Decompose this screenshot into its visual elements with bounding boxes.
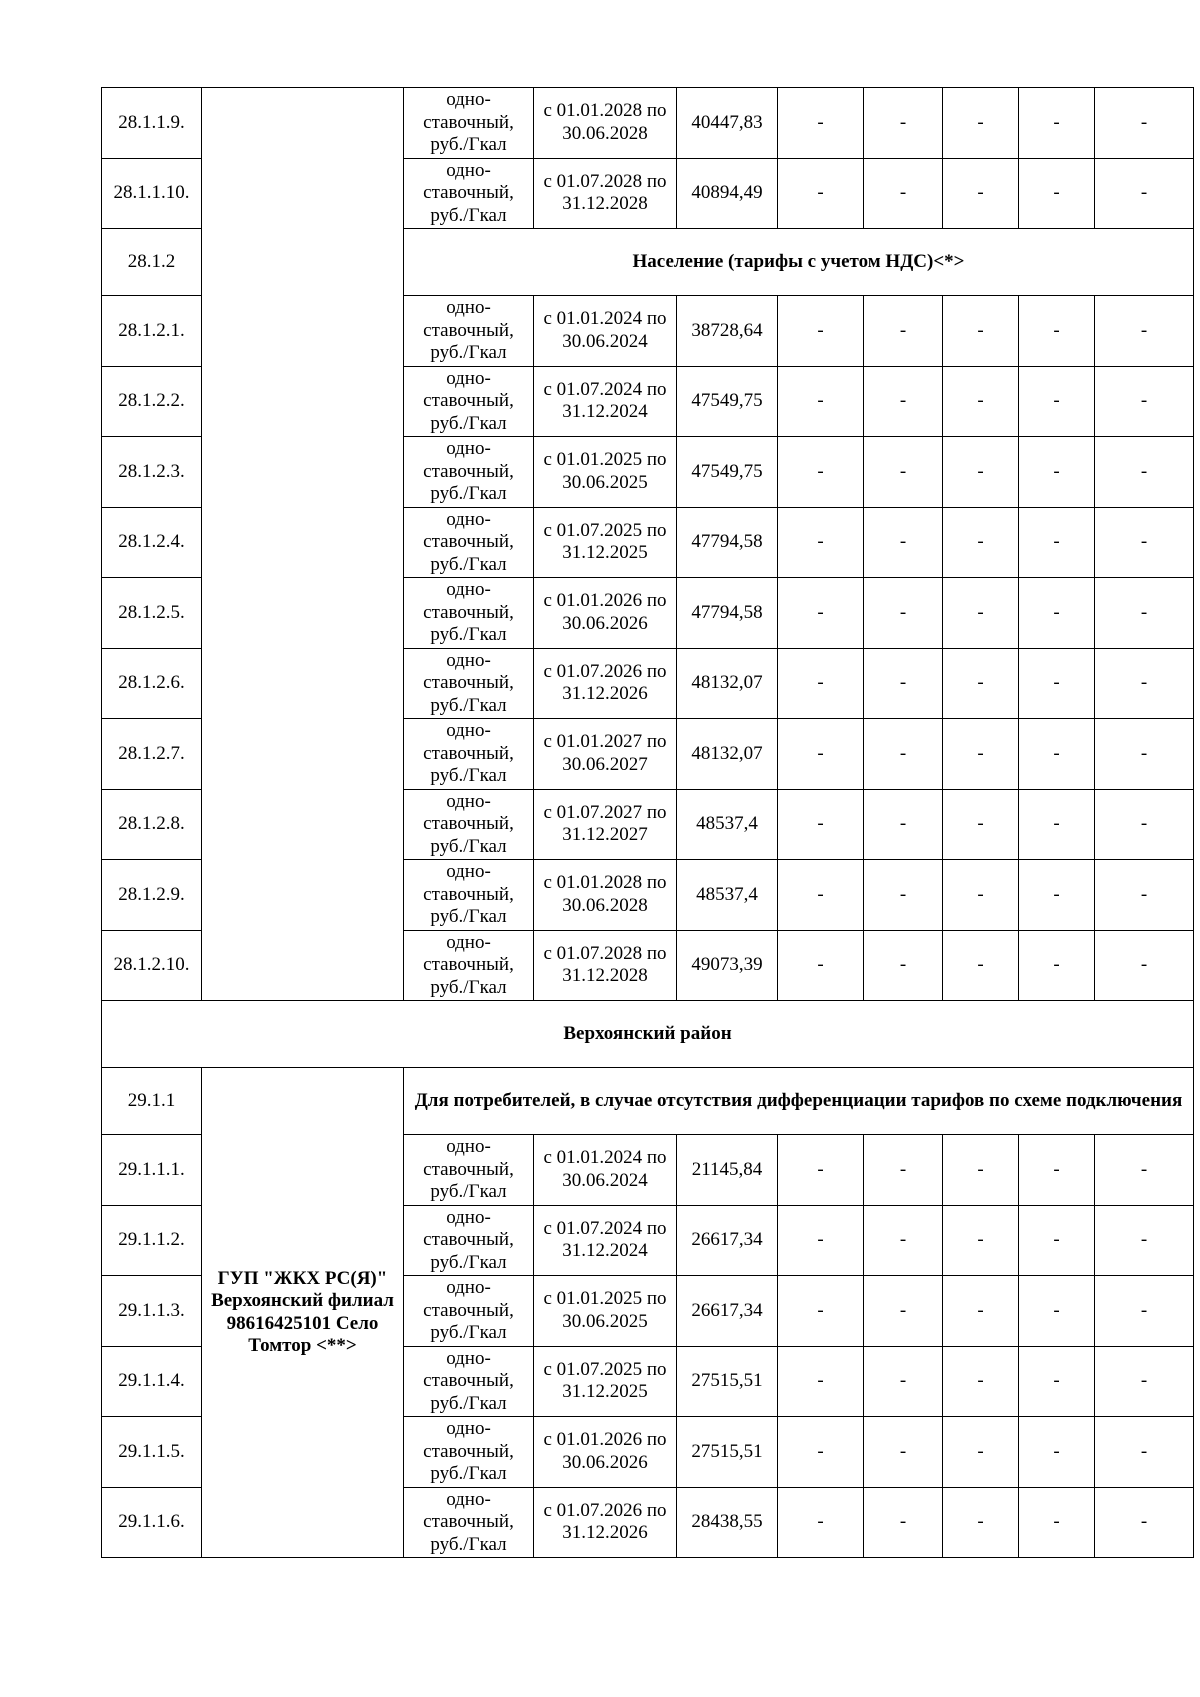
empty-value: -	[1095, 1205, 1194, 1276]
row-code: 28.1.2.7.	[102, 719, 202, 790]
empty-value: -	[1019, 507, 1095, 578]
empty-value: -	[778, 437, 864, 508]
empty-value: -	[1095, 296, 1194, 367]
tariff-period: с 01.01.2028 по 30.06.2028	[534, 88, 677, 159]
tariff-period: с 01.07.2025 по 31.12.2025	[534, 507, 677, 578]
tariff-value: 48132,07	[677, 719, 778, 790]
row-code: 29.1.1.6.	[102, 1487, 202, 1558]
empty-value: -	[1019, 366, 1095, 437]
row-code: 28.1.2.3.	[102, 437, 202, 508]
section-row	[102, 1068, 1194, 1135]
empty-value: -	[943, 648, 1019, 719]
empty-value: -	[1019, 1205, 1095, 1276]
empty-value: -	[943, 507, 1019, 578]
empty-value: -	[864, 1135, 943, 1206]
tariff-period: с 01.07.2025 по 31.12.2025	[534, 1346, 677, 1417]
empty-value: -	[1019, 88, 1095, 159]
tariff-type: одно-ставочный, руб./Гкал	[404, 296, 534, 367]
empty-value: -	[864, 930, 943, 1001]
tariff-period: с 01.01.2027 по 30.06.2027	[534, 719, 677, 790]
row-code: 29.1.1.1.	[102, 1135, 202, 1206]
empty-value: -	[1095, 437, 1194, 508]
tariff-type: одно-ставочный, руб./Гкал	[404, 789, 534, 860]
tariff-value: 48132,07	[677, 648, 778, 719]
tariff-period: с 01.01.2024 по 30.06.2024	[534, 1135, 677, 1206]
empty-value: -	[1019, 437, 1095, 508]
empty-value: -	[1095, 1135, 1194, 1206]
empty-value: -	[864, 648, 943, 719]
empty-value: -	[1019, 1417, 1095, 1488]
row-code: 28.1.2.2.	[102, 366, 202, 437]
empty-value: -	[778, 1276, 864, 1347]
empty-value: -	[864, 719, 943, 790]
tariff-value: 38728,64	[677, 296, 778, 367]
tariff-type: одно-ставочный, руб./Гкал	[404, 578, 534, 649]
empty-value: -	[1019, 578, 1095, 649]
empty-value: -	[1095, 1346, 1194, 1417]
tariff-value: 47794,58	[677, 578, 778, 649]
empty-value: -	[1095, 88, 1194, 159]
tariff-period: с 01.01.2026 по 30.06.2026	[534, 578, 677, 649]
tariff-value: 48537,4	[677, 860, 778, 931]
tariff-period: с 01.01.2024 по 30.06.2024	[534, 296, 677, 367]
empty-value: -	[1019, 158, 1095, 229]
section-title: Для потребителей, в случае отсутствия дифференциации тарифов по схеме подключения	[404, 1068, 1194, 1135]
empty-value: -	[778, 1205, 864, 1276]
tariff-type: одно-ставочный, руб./Гкал	[404, 88, 534, 159]
tariff-period: с 01.07.2027 по 31.12.2027	[534, 789, 677, 860]
empty-value: -	[943, 860, 1019, 931]
tariff-type: одно-ставочный, руб./Гкал	[404, 1205, 534, 1276]
tariff-period: с 01.07.2026 по 31.12.2026	[534, 648, 677, 719]
empty-value: -	[943, 1205, 1019, 1276]
tariff-type: одно-ставочный, руб./Гкал	[404, 507, 534, 578]
empty-value: -	[943, 1487, 1019, 1558]
empty-value: -	[1095, 648, 1194, 719]
empty-value: -	[778, 1487, 864, 1558]
empty-value: -	[1019, 930, 1095, 1001]
row-code: 29.1.1.4.	[102, 1346, 202, 1417]
tariff-value: 40447,83	[677, 88, 778, 159]
tariff-period: с 01.01.2025 по 30.06.2025	[534, 437, 677, 508]
empty-value: -	[864, 789, 943, 860]
empty-value: -	[864, 296, 943, 367]
empty-value: -	[1019, 1346, 1095, 1417]
empty-value: -	[778, 88, 864, 159]
table-row	[102, 88, 1194, 159]
row-code: 28.1.2.4.	[102, 507, 202, 578]
tariff-value: 28438,55	[677, 1487, 778, 1558]
empty-value: -	[778, 1417, 864, 1488]
empty-value: -	[1019, 1276, 1095, 1347]
empty-value: -	[778, 789, 864, 860]
region-title: Верхоянский район	[102, 1001, 1194, 1068]
empty-value: -	[778, 930, 864, 1001]
tariff-table	[101, 87, 1194, 1558]
tariff-period: с 01.07.2026 по 31.12.2026	[534, 1487, 677, 1558]
tariff-value: 27515,51	[677, 1346, 778, 1417]
empty-value: -	[1019, 1135, 1095, 1206]
tariff-value: 49073,39	[677, 930, 778, 1001]
empty-value: -	[1095, 1487, 1194, 1558]
tariff-period: с 01.01.2026 по 30.06.2026	[534, 1417, 677, 1488]
empty-value: -	[778, 648, 864, 719]
empty-value: -	[943, 1135, 1019, 1206]
empty-value: -	[778, 1346, 864, 1417]
tariff-type: одно-ставочный, руб./Гкал	[404, 1346, 534, 1417]
empty-value: -	[943, 578, 1019, 649]
tariff-type: одно-ставочный, руб./Гкал	[404, 719, 534, 790]
tariff-value: 26617,34	[677, 1205, 778, 1276]
empty-value: -	[1095, 158, 1194, 229]
empty-value: -	[778, 1135, 864, 1206]
tariff-type: одно-ставочный, руб./Гкал	[404, 1417, 534, 1488]
tariff-type: одно-ставочный, руб./Гкал	[404, 437, 534, 508]
empty-value: -	[1019, 860, 1095, 931]
empty-value: -	[1095, 1276, 1194, 1347]
empty-value: -	[864, 1417, 943, 1488]
empty-value: -	[864, 507, 943, 578]
empty-value: -	[778, 296, 864, 367]
empty-value: -	[864, 1487, 943, 1558]
empty-value: -	[778, 719, 864, 790]
empty-value: -	[864, 437, 943, 508]
row-code: 28.1.2.8.	[102, 789, 202, 860]
empty-value: -	[1095, 789, 1194, 860]
tariff-value: 47549,75	[677, 366, 778, 437]
tariff-value: 47794,58	[677, 507, 778, 578]
row-code: 28.1.2.9.	[102, 860, 202, 931]
empty-value: -	[1019, 1487, 1095, 1558]
empty-value: -	[943, 366, 1019, 437]
tariff-period: с 01.07.2024 по 31.12.2024	[534, 1205, 677, 1276]
empty-value: -	[943, 789, 1019, 860]
empty-value: -	[778, 507, 864, 578]
empty-value: -	[943, 158, 1019, 229]
tariff-period: с 01.07.2024 по 31.12.2024	[534, 366, 677, 437]
section-title: Население (тарифы с учетом НДС)<*>	[404, 229, 1194, 296]
empty-value: -	[1095, 930, 1194, 1001]
empty-value: -	[864, 860, 943, 931]
tariff-value: 40894,49	[677, 158, 778, 229]
empty-value: -	[943, 719, 1019, 790]
tariff-value: 21145,84	[677, 1135, 778, 1206]
organization-cell-blank	[202, 88, 404, 1001]
row-code: 29.1.1.5.	[102, 1417, 202, 1488]
empty-value: -	[943, 1276, 1019, 1347]
row-code: 28.1.1.9.	[102, 88, 202, 159]
empty-value: -	[943, 1346, 1019, 1417]
empty-value: -	[778, 860, 864, 931]
empty-value: -	[864, 1205, 943, 1276]
empty-value: -	[864, 88, 943, 159]
region-row	[102, 1001, 1194, 1068]
empty-value: -	[864, 366, 943, 437]
tariff-type: одно-ставочный, руб./Гкал	[404, 366, 534, 437]
tariff-value: 26617,34	[677, 1276, 778, 1347]
tariff-period: с 01.01.2025 по 30.06.2025	[534, 1276, 677, 1347]
empty-value: -	[864, 158, 943, 229]
tariff-period: с 01.07.2028 по 31.12.2028	[534, 158, 677, 229]
empty-value: -	[943, 88, 1019, 159]
tariff-type: одно-ставочный, руб./Гкал	[404, 860, 534, 931]
section-code: 29.1.1	[102, 1068, 202, 1135]
row-code: 28.1.2.1.	[102, 296, 202, 367]
empty-value: -	[1095, 366, 1194, 437]
organization-name: ГУП "ЖКХ РС(Я)" Верхоянский филиал 98616425101 Село Томтор <**>	[202, 1068, 404, 1558]
row-code: 28.1.2.10.	[102, 930, 202, 1001]
row-code: 29.1.1.3.	[102, 1276, 202, 1347]
empty-value: -	[778, 578, 864, 649]
tariff-value: 48537,4	[677, 789, 778, 860]
empty-value: -	[1019, 648, 1095, 719]
tariff-period: с 01.07.2028 по 31.12.2028	[534, 930, 677, 1001]
tariff-type: одно-ставочный, руб./Гкал	[404, 1135, 534, 1206]
empty-value: -	[1095, 860, 1194, 931]
tariff-period: с 01.01.2028 по 30.06.2028	[534, 860, 677, 931]
empty-value: -	[1095, 719, 1194, 790]
tariff-type: одно-ставочный, руб./Гкал	[404, 158, 534, 229]
empty-value: -	[943, 296, 1019, 367]
empty-value: -	[1095, 578, 1194, 649]
row-code: 28.1.1.10.	[102, 158, 202, 229]
empty-value: -	[943, 1417, 1019, 1488]
empty-value: -	[778, 158, 864, 229]
tariff-type: одно-ставочный, руб./Гкал	[404, 1276, 534, 1347]
tariff-type: одно-ставочный, руб./Гкал	[404, 1487, 534, 1558]
empty-value: -	[1019, 789, 1095, 860]
row-code: 28.1.2.5.	[102, 578, 202, 649]
section-code: 28.1.2	[102, 229, 202, 296]
row-code: 29.1.1.2.	[102, 1205, 202, 1276]
empty-value: -	[1019, 296, 1095, 367]
empty-value: -	[943, 930, 1019, 1001]
empty-value: -	[864, 1276, 943, 1347]
empty-value: -	[1019, 719, 1095, 790]
tariff-type: одно-ставочный, руб./Гкал	[404, 930, 534, 1001]
tariff-value: 27515,51	[677, 1417, 778, 1488]
empty-value: -	[864, 1346, 943, 1417]
empty-value: -	[778, 366, 864, 437]
empty-value: -	[1095, 1417, 1194, 1488]
row-code: 28.1.2.6.	[102, 648, 202, 719]
tariff-type: одно-ставочный, руб./Гкал	[404, 648, 534, 719]
empty-value: -	[864, 578, 943, 649]
empty-value: -	[943, 437, 1019, 508]
tariff-value: 47549,75	[677, 437, 778, 508]
empty-value: -	[1095, 507, 1194, 578]
